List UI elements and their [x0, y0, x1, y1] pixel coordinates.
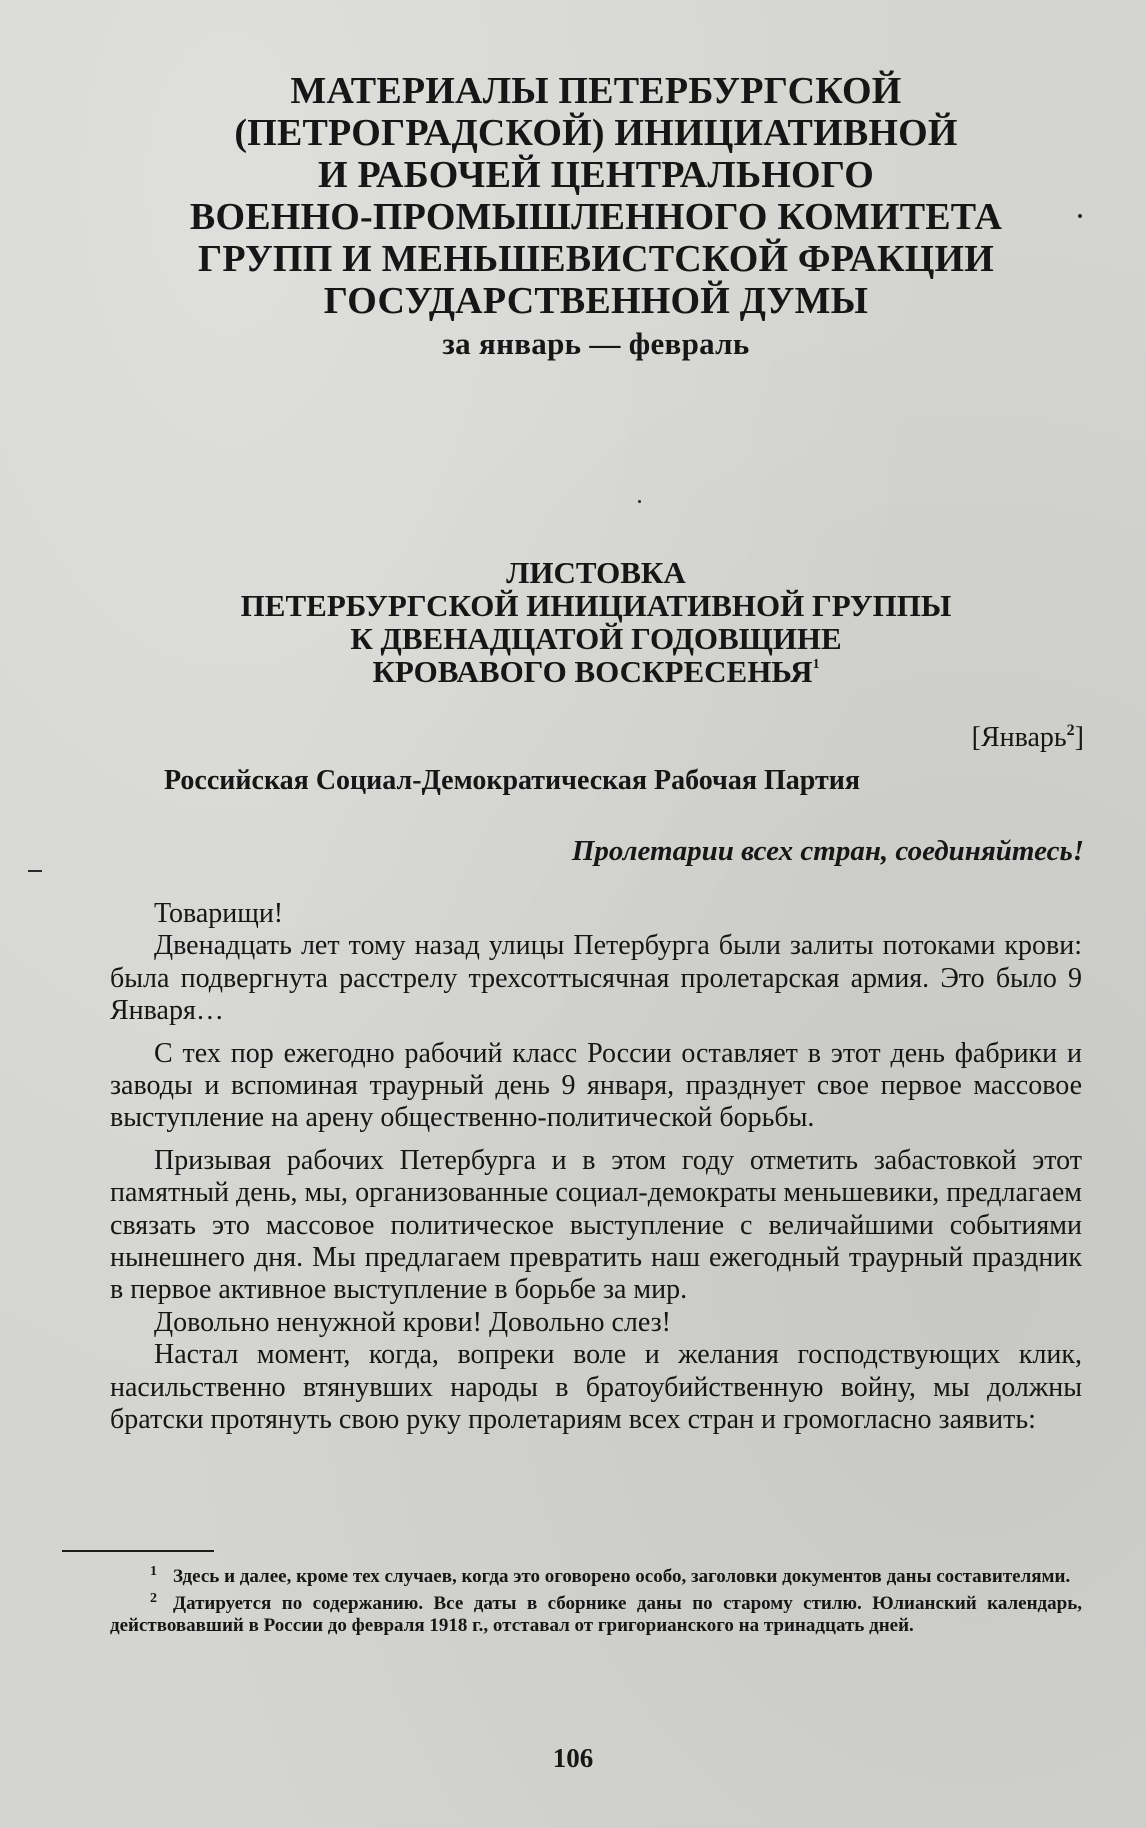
footnote-text: Датируется по содержанию. Все даты в сборнике даны по старому стилю. Юлианский календарь, действовавший в России до февраля 1918 г., отставал от григорианского на тринадцать дней.	[110, 1592, 1082, 1636]
date-bracket: ]	[1074, 722, 1084, 753]
section-title	[110, 70, 1082, 364]
document-date	[972, 722, 1084, 754]
footnote	[110, 1566, 1082, 1589]
section-title-line: ГОСУДАРСТВЕННОЙ ДУМЫ	[323, 280, 869, 322]
paragraph: Товарищи!	[154, 898, 284, 929]
section-title-line: МАТЕРИАЛЫ ПЕТЕРБУРГСКОЙ	[290, 70, 902, 112]
document-title-line: ЛИСТОВКА	[506, 555, 686, 590]
document-title	[110, 556, 1082, 688]
section-title-line: (ПЕТРОГРАДСКОЙ) ИНИЦИАТИВНОЙ	[234, 112, 958, 154]
party-name: Российская Социал-Демократическая Рабочая Партия	[164, 765, 860, 796]
paragraph: Призывая рабочих Петербурга и в этом году отметить забастовкой этот памятный день, мы, организованные социал-демократы меньшевики, предлагаем связать это массовое политическое выступление с величайшими событиями нынешнего дня. Мы предлагаем превратить наш ежегодный траурный праздник в первое активное выступление в борьбе за мир.	[110, 1144, 1082, 1306]
section-title-line: ГРУПП И МЕНЬШЕВИСТСКОЙ ФРАКЦИИ	[198, 238, 994, 280]
footnote-text: Здесь и далее, кроме тех случаев, когда это оговорено особо, заголовки документов даны составителями.	[173, 1566, 1071, 1587]
document-title-text: КРОВАВОГО ВОСКРЕСЕНЬЯ	[372, 654, 813, 689]
footnote-reference: 2	[1066, 722, 1075, 739]
paragraph: С тех пор ежегодно рабочий класс России оставляет в этот день фабрики и заводы и вспоминая траурный день 9 января, празднует свое первое массовое выступление на арену общественно-политической борьбы.	[110, 1037, 1082, 1134]
footnote-mark: 1	[150, 1564, 157, 1579]
footnote	[110, 1590, 1082, 1638]
paragraph: Настал момент, когда, вопреки воле и желания господствующих клик, насильственно втянувших народы в братоубийственную войну, мы должны братски протянуть свою руку пролетариям всех стран и громогласно заявить:	[110, 1339, 1082, 1436]
date-text: [Январь	[971, 722, 1067, 753]
footnote-mark: 2	[150, 1590, 157, 1606]
section-title-line: И РАБОЧЕЙ ЦЕНТРАЛЬНОГО	[318, 154, 874, 196]
section-subtitle: за январь — февраль	[442, 326, 750, 361]
print-speck	[28, 870, 42, 872]
footnote-reference: 1	[812, 657, 820, 672]
document-title-line: К ДВЕНАДЦАТОЙ ГОДОВЩИНЕ	[350, 621, 842, 656]
paragraph: Двенадцать лет тому назад улицы Петербурга были залиты потоками крови: была подвергнута расстрелу трехсоттысячная пролетарская армия. Это было 9 Января…	[110, 930, 1082, 1027]
footnotes	[110, 1566, 1082, 1642]
document-title-line: ПЕТЕРБУРГСКОЙ ИНИЦИАТИВНОЙ ГРУППЫ	[240, 588, 952, 623]
print-speck	[1078, 214, 1082, 218]
page-number: 106	[552, 1743, 594, 1773]
section-title-line: ВОЕННО-ПРОМЫШЛЕННОГО КОМИТЕТА	[189, 196, 1003, 238]
slogan: Пролетарии всех стран, соединяйтесь!	[571, 835, 1084, 867]
paragraph: Довольно ненужной крови! Довольно слез!	[154, 1306, 672, 1338]
document-body	[110, 898, 1082, 1437]
print-speck	[638, 500, 641, 503]
document-title-line	[110, 655, 1082, 688]
footnote-divider	[62, 1550, 214, 1552]
